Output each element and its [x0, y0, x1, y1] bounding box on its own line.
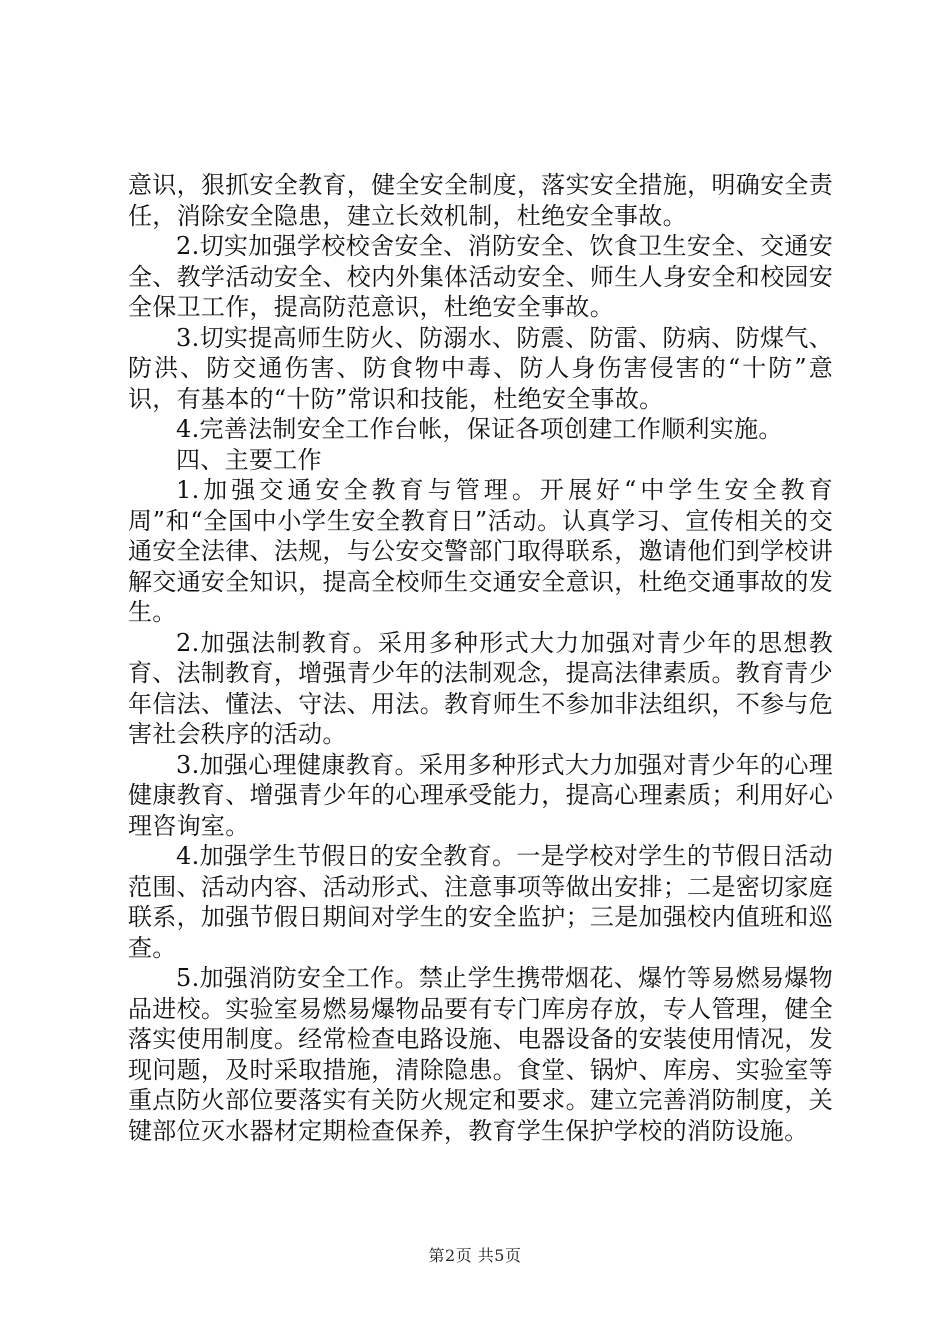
- paragraph-goal-3: 3.切实提高师生防火、防溺水、防震、防雷、防病、防煤气、防洪、防交通伤害、防食物中毒、防人身伤害侵害的“十防”意识，有基本的“十防”常识和技能，杜绝安全事故。: [128, 323, 833, 413]
- section-heading-main-work: 四、主要工作: [176, 445, 322, 474]
- paragraph-work-3: 3.加强心理健康教育。采用多种形式大力加强对青少年的心理健康教育、增强青少年的心理承受能力，提高心理素质；利用好心理咨询室。: [128, 750, 833, 840]
- paragraph-work-2: 2.加强法制教育。采用多种形式大力加强对青少年的思想教育、法制教育，增强青少年的法制观念，提高法律素质。教育青少年信法、懂法、守法、用法。教育师生不参加非法组织，不参与危害社会秩序的活动。: [128, 628, 833, 748]
- document-body: [128, 170, 833, 1146]
- paragraph-continuation: 意识，狠抓安全教育，健全安全制度，落实安全措施，明确安全责任，消除安全隐患，建立长效机制，杜绝安全事故。: [128, 171, 833, 230]
- paragraph-goal-4: 4.完善法制安全工作台帐，保证各项创建工作顺利实施。: [176, 415, 783, 443]
- paragraph-goal-2: 2.切实加强学校校舍安全、消防安全、饮食卫生安全、交通安全、教学活动安全、校内外集体活动安全、师生人身安全和校园安全保卫工作，提高防范意识，杜绝安全事故。: [128, 232, 833, 321]
- paragraph-work-5: 5.加强消防安全工作。禁止学生携带烟花、爆竹等易燃易爆物品进校。实验室易燃易爆物品要有专门库房存放，专人管理，健全落实使用制度。经常检查电路设施、电器设备的安装使用情况，发现问题，及时采取措施，清除隐患。食堂、锅炉、库房、实验室等重点防火部位要落实有关防火规定和要求。建立完善消防制度，关键部位灭水器材定期检查保养，教育学生保护学校的消防设施。: [128, 964, 833, 1145]
- paragraph-work-4: 4.加强学生节假日的安全教育。一是学校对学生的节假日活动范围、活动内容、活动形式、注意事项等做出安排；二是密切家庭联系，加强节假日期间对学生的安全监护；三是加强校内值班和巡查。: [128, 842, 833, 962]
- paragraph-work-1: 1.加强交通安全教育与管理。开展好“中学生安全教育周”和“全国中小学生安全教育日”活动。认真学习、宣传相关的交通安全法律、法规，与公安交警部门取得联系，邀请他们到学校讲解交通安全知识，提高全校师生交通安全意识，杜绝交通事故的发生。: [128, 476, 833, 626]
- page-number-footer: 第2页 共5页: [428, 1246, 522, 1265]
